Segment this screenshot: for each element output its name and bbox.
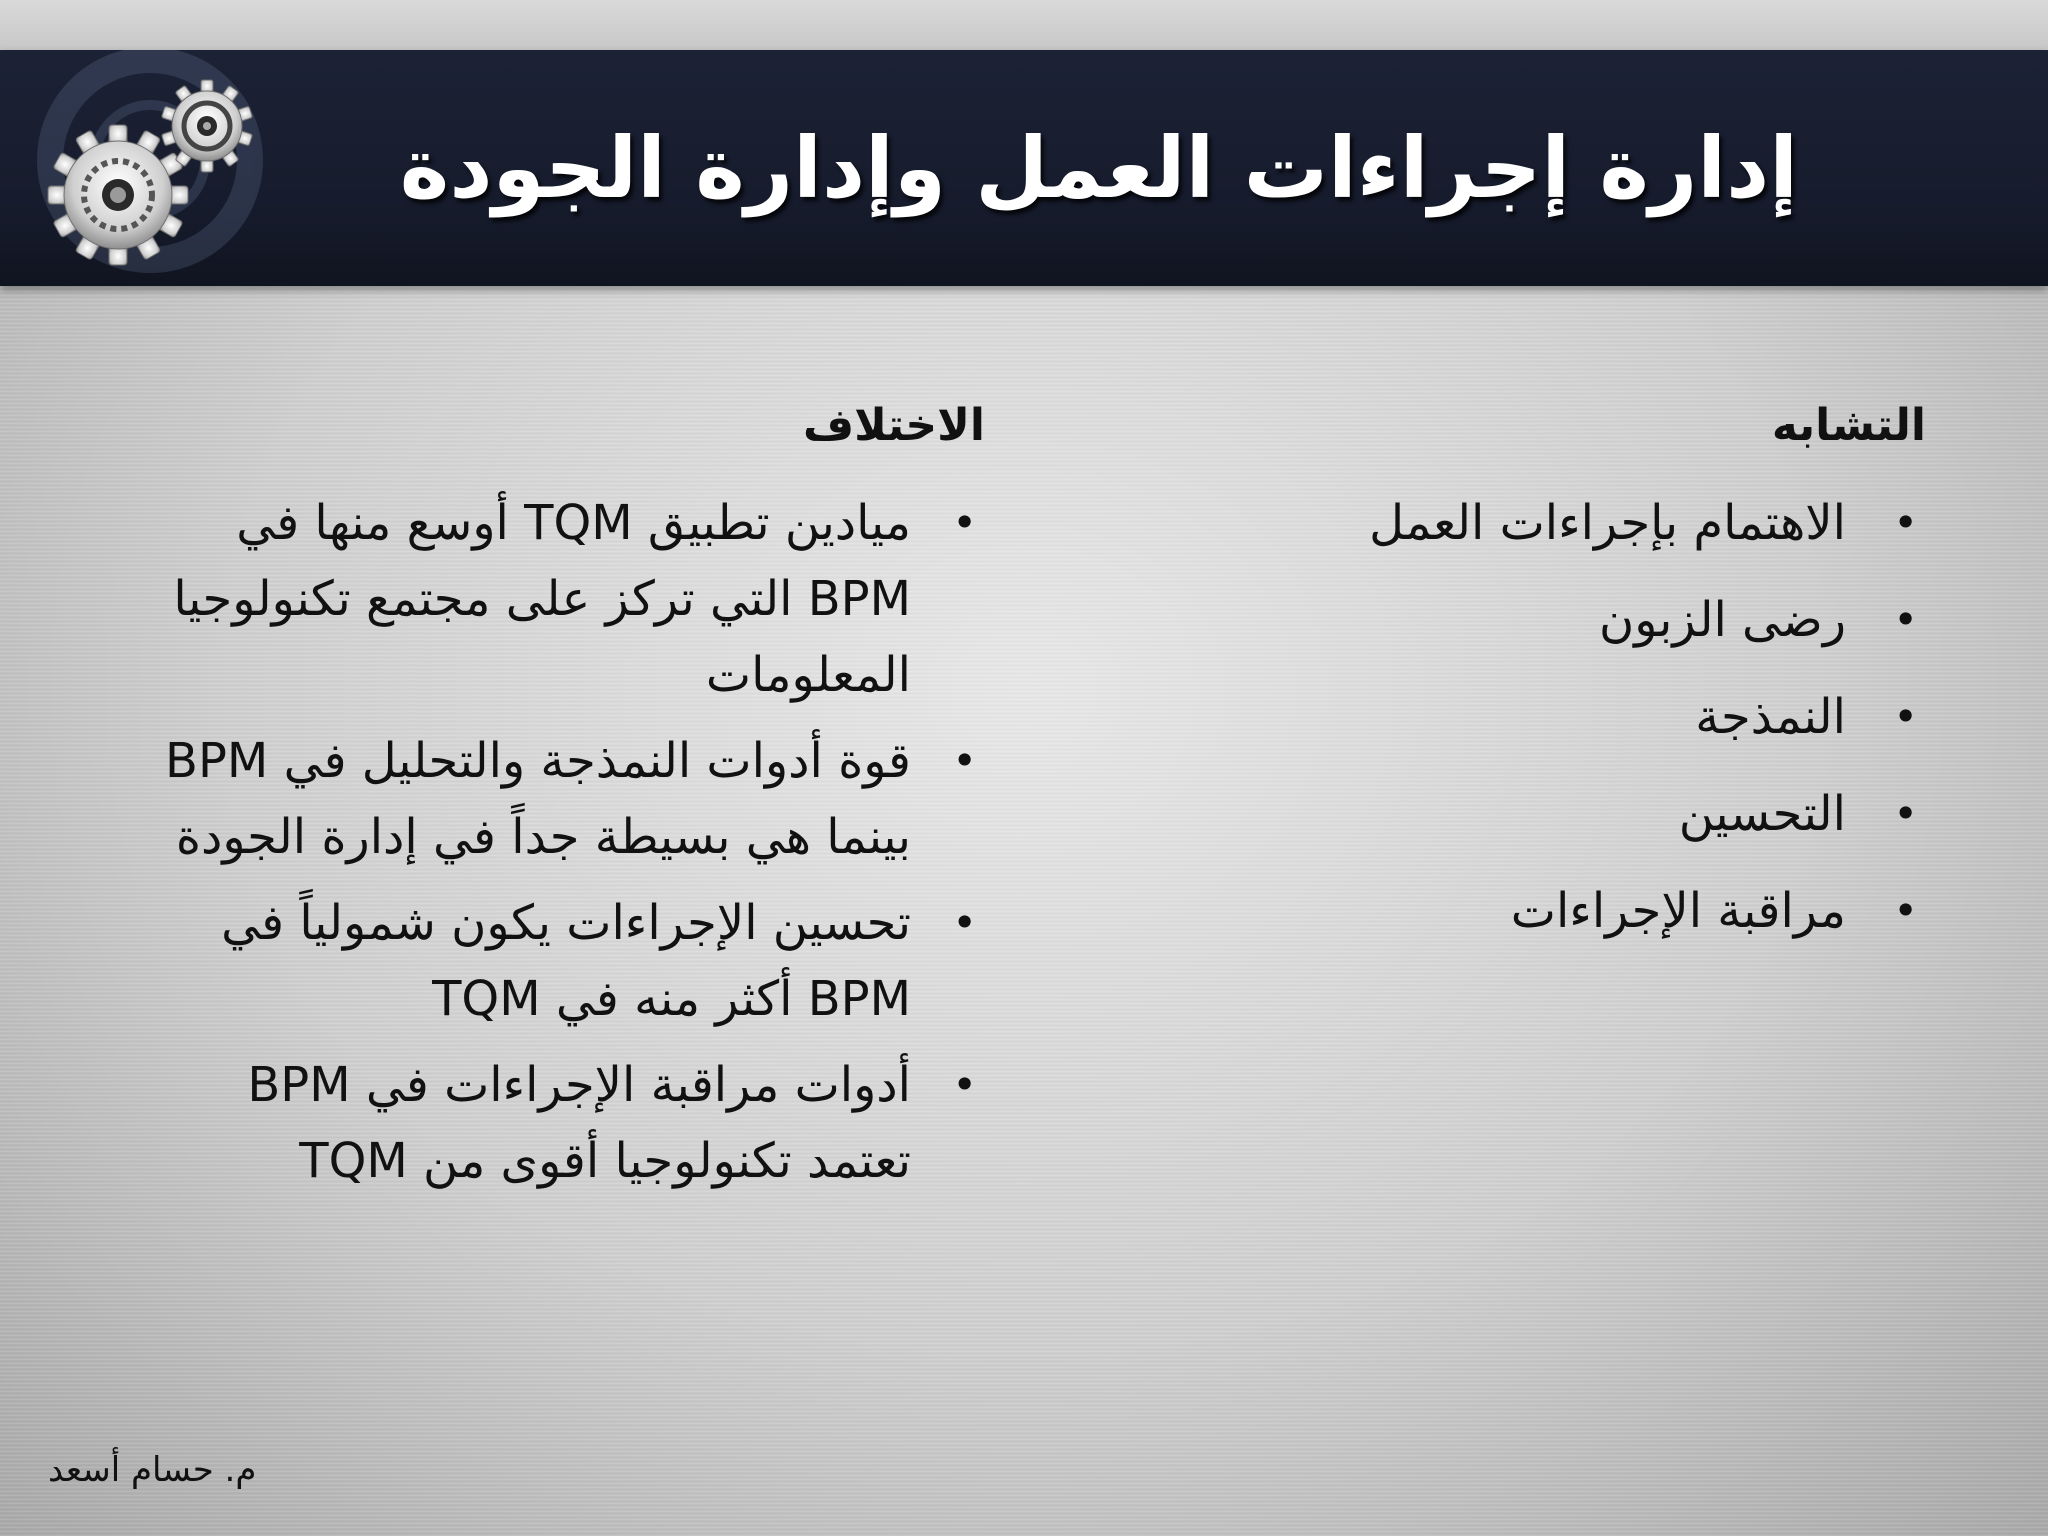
top-strip xyxy=(0,0,2048,50)
list-item xyxy=(1206,485,1926,561)
gears-icon xyxy=(0,50,300,286)
list-item-text: تحسين الإجراءات يكون شمولياً في BPM أكثر منه في TQM xyxy=(221,894,911,1027)
similarity-list xyxy=(1206,485,1926,949)
slide-title: إدارة إجراءات العمل وإدارة الجودة xyxy=(399,119,1798,217)
list-item xyxy=(1206,582,1926,658)
list-item xyxy=(145,485,985,713)
author-footer: م. حسام أسعد xyxy=(48,1450,257,1490)
list-item xyxy=(1206,873,1926,949)
difference-column xyxy=(85,400,985,1209)
list-item-text: التحسين xyxy=(1678,785,1846,842)
bullet-icon: • xyxy=(1893,594,1918,644)
list-item-text: قوة أدوات النمذجة والتحليل في BPM بينما هي بسيطة جداً في إدارة الجودة xyxy=(165,732,911,865)
bullet-icon: • xyxy=(1893,691,1918,741)
list-item xyxy=(145,723,985,875)
difference-heading: الاختلاف xyxy=(802,400,985,451)
list-item-text: رضى الزبون xyxy=(1598,591,1846,648)
similarity-column xyxy=(1206,400,1926,970)
list-item-text: ميادين تطبيق TQM أوسع منها في BPM التي تركز على مجتمع تكنولوجيا المعلومات xyxy=(173,494,911,703)
list-item xyxy=(1206,679,1926,755)
bullet-icon: • xyxy=(952,497,977,547)
bullet-icon: • xyxy=(952,897,977,947)
bullet-icon: • xyxy=(952,1059,977,1109)
difference-list xyxy=(145,485,985,1199)
list-item-text: النمذجة xyxy=(1695,688,1846,745)
similarity-heading: التشابه xyxy=(1771,400,1926,451)
bullet-icon: • xyxy=(1893,497,1918,547)
list-item xyxy=(145,885,985,1037)
bullet-icon: • xyxy=(1893,885,1918,935)
list-item xyxy=(1206,776,1926,852)
list-item xyxy=(145,1047,985,1199)
bullet-icon: • xyxy=(1893,788,1918,838)
list-item-text: مراقبة الإجراءات xyxy=(1510,882,1846,939)
list-item-text: أدوات مراقبة الإجراءات في BPM تعتمد تكنولوجيا أقوى من TQM xyxy=(247,1056,911,1189)
list-item-text: الاهتمام بإجراءات العمل xyxy=(1369,494,1846,551)
bullet-icon: • xyxy=(952,735,977,785)
